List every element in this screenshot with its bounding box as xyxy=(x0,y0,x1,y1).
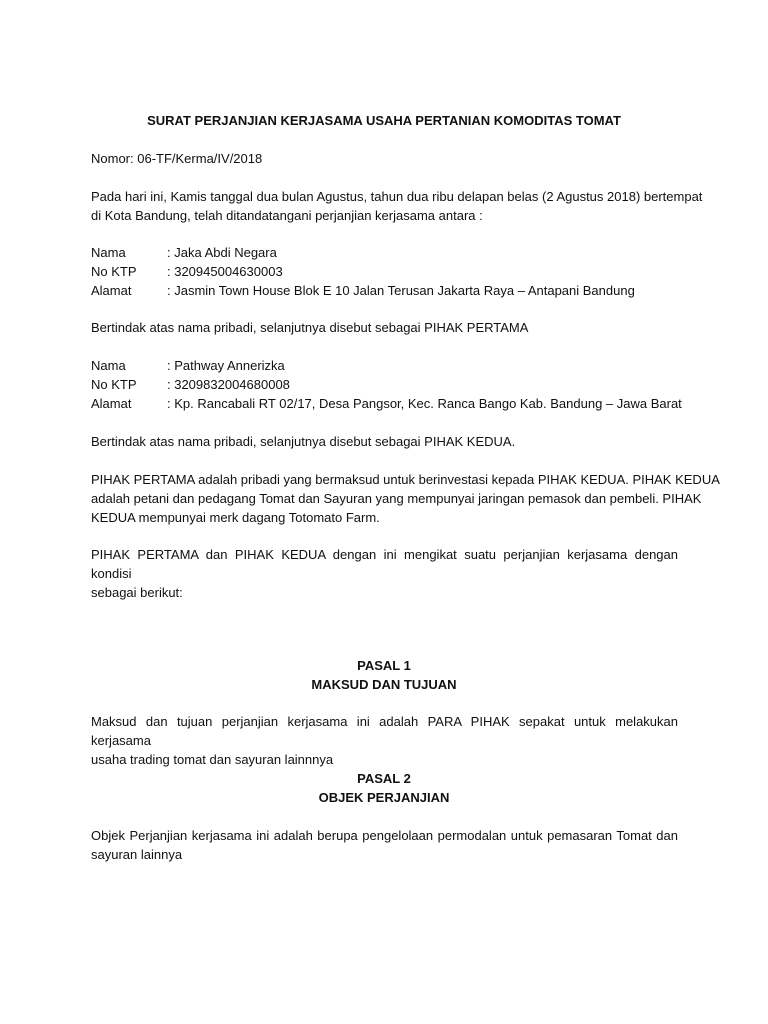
intro-line-2: di Kota Bandung, telah ditandatangani perjanjian kerjasama antara : xyxy=(91,208,483,223)
party2-name-row xyxy=(91,356,285,375)
pasal2-line-2: sayuran lainnya xyxy=(91,847,183,862)
party1-name-label: Nama xyxy=(91,245,126,260)
description-paragraph xyxy=(91,470,720,527)
party1-address-value: : Jasmin Town House Blok E 10 Jalan Terusan Jakarta Raya – Antapani Bandung xyxy=(167,283,635,298)
pasal2-title: OBJEK PERJANJIAN xyxy=(318,790,450,805)
description-line-1: PIHAK PERTAMA adalah pribadi yang bermaksud untuk berinvestasi kepada PIHAK KEDUA. PIHAK KEDUA xyxy=(91,472,720,487)
party2-statement: Bertindak atas nama pribadi, selanjutnya disebut sebagai PIHAK KEDUA. xyxy=(91,434,516,449)
party2-ktp-row xyxy=(91,375,290,394)
intro-line-1: Pada hari ini, Kamis tanggal dua bulan Agustus, tahun dua ribu delapan belas (2 Agustus 2018) bertempat xyxy=(91,189,703,204)
pasal1-line-2: usaha trading tomat dan sayuran lainnnya xyxy=(91,752,334,767)
party1-name-value: : Jaka Abdi Negara xyxy=(167,245,277,260)
agreement-line-2: sebagai berikut: xyxy=(91,585,183,600)
party2-name-value: : Pathway Annerizka xyxy=(167,358,285,373)
agreement-line-1: PIHAK PERTAMA dan PIHAK KEDUA dengan ini mengikat suatu perjanjian kerjasama dengan kondisi xyxy=(91,547,678,581)
party1-ktp-label: No KTP xyxy=(91,264,137,279)
pasal1-line-1: Maksud dan tujuan perjanjian kerjasama ini adalah PARA PIHAK sepakat untuk melakukan kerjasama xyxy=(91,714,678,748)
pasal1-number: PASAL 1 xyxy=(357,658,411,673)
party2-address-label: Alamat xyxy=(91,396,132,411)
party2-ktp-value: : 3209832004680008 xyxy=(167,377,290,392)
pasal2-number: PASAL 2 xyxy=(357,771,411,786)
pasal2-paragraph xyxy=(91,826,678,864)
pasal1-title: MAKSUD DAN TUJUAN xyxy=(311,677,457,692)
agreement-paragraph xyxy=(91,545,678,602)
description-line-3: KEDUA mempunyai merk dagang Totomato Farm. xyxy=(91,510,380,525)
party2-ktp-label: No KTP xyxy=(91,377,137,392)
intro-paragraph xyxy=(91,187,703,225)
pasal1-paragraph xyxy=(91,712,678,769)
party1-ktp-value: : 320945004630003 xyxy=(167,264,283,279)
pasal2-line-1: Objek Perjanjian kerjasama ini adalah berupa pengelolaan permodalan untuk pemasaran Tomat dan xyxy=(91,828,678,843)
party1-address-label: Alamat xyxy=(91,283,132,298)
party1-name-row xyxy=(91,243,277,262)
document-title: SURAT PERJANJIAN KERJASAMA USAHA PERTANIAN KOMODITAS TOMAT xyxy=(147,113,621,128)
party1-statement: Bertindak atas nama pribadi, selanjutnya disebut sebagai PIHAK PERTAMA xyxy=(91,320,529,335)
party2-address-value: : Kp. Rancabali RT 02/17, Desa Pangsor, Kec. Ranca Bango Kab. Bandung – Jawa Barat xyxy=(167,396,682,411)
party2-name-label: Nama xyxy=(91,358,126,373)
document-number: Nomor: 06-TF/Kerma/IV/2018 xyxy=(91,151,263,166)
party2-address-row xyxy=(91,394,682,413)
party1-address-row xyxy=(91,281,635,300)
description-line-2: adalah petani dan pedagang Tomat dan Sayuran yang mempunyai jaringan pemasok dan pembeli. PIHAK xyxy=(91,491,702,506)
party1-ktp-row xyxy=(91,262,283,281)
